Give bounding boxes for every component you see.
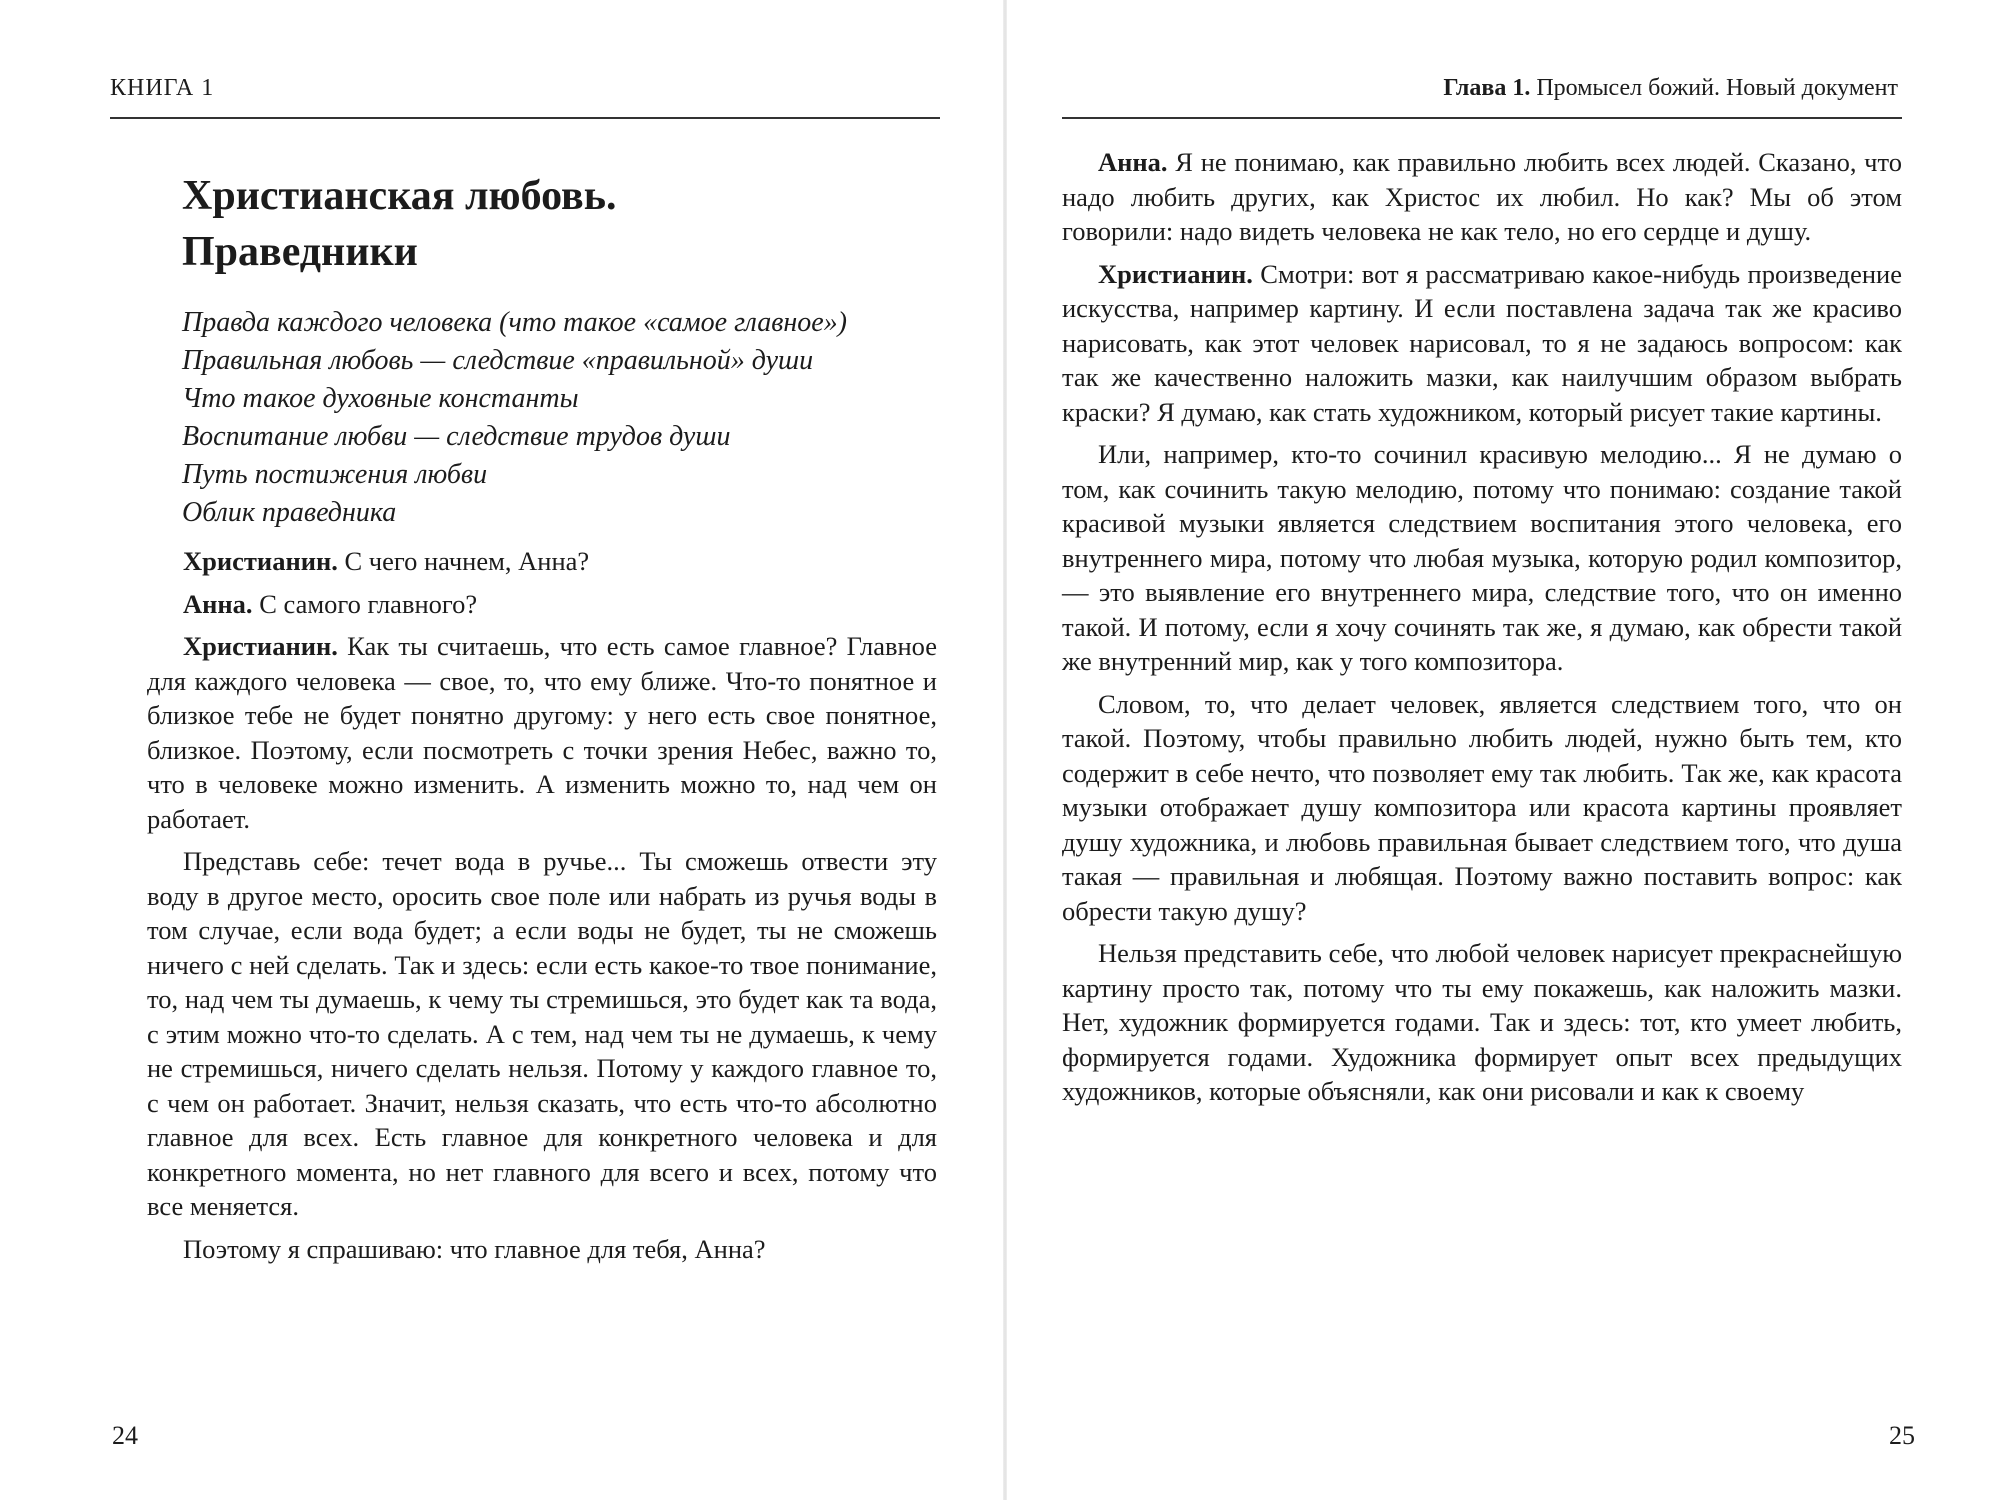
running-head-left: КНИГА 1	[110, 75, 215, 101]
speaker-label: Христианин.	[1098, 258, 1253, 289]
paragraph-text: С самого главного?	[252, 588, 478, 619]
left-page-content	[147, 168, 937, 1274]
paragraph-text: С чего начнем, Анна?	[337, 546, 590, 576]
paragraph-text: Смотри: вот я рассматриваю какое-нибудь произведение искусства, например картину. И если поставлена задача так же красиво нарисовать, как этот человек нарисовал, то я не задаюсь вопросом: как так же качественно наложить мазки, как наилучшим образом выбрать краски? Я думаю, как стать художником, который рисует такие картины.	[1062, 258, 1902, 427]
paragraph-text: Как ты считаешь, что есть самое главное? Главное для каждого человека — свое, то, что ему ближе. Что-то понятное и близкое тебе не будет понятно другому: у него есть свое понятное, близкое. Поэтому, если посмотреть с точки зрения Небес, важно то, что в человеке можно изменить. А изменить можно то, над чем он работает.	[147, 631, 937, 834]
paragraph	[147, 844, 937, 1224]
running-head-chapter: Глава 1.	[1443, 75, 1531, 101]
speaker-label: Христианин.	[183, 631, 338, 661]
topics-list	[182, 304, 937, 532]
speaker-label: Анна.	[183, 588, 253, 619]
paragraph	[147, 587, 937, 622]
paragraph-text: Поэтому я спрашиваю: что главное для тебя, Анна?	[183, 1233, 766, 1264]
paragraph	[1062, 145, 1902, 249]
running-head-right	[1443, 74, 1898, 103]
header-rule-right	[1062, 117, 1902, 119]
paragraph	[147, 544, 937, 579]
right-page-content	[1062, 145, 1902, 1117]
topic-item: Правильная любовь — следствие «правильной» души	[182, 345, 814, 376]
topic-item: Облик праведника	[182, 497, 397, 528]
header-rule-left	[110, 117, 940, 119]
topic-item: Правда каждого человека (что такое «самое главное»)	[182, 307, 847, 338]
page-number-left: 24	[112, 1421, 138, 1450]
speaker-label: Анна.	[1098, 147, 1168, 177]
paragraph	[1062, 437, 1902, 679]
speaker-label: Христианин.	[183, 546, 338, 576]
section-title-line-2: Праведники	[182, 229, 418, 275]
right-page	[1007, 0, 2000, 1500]
paragraph-text: Или, например, кто-то сочинил красивую мелодию... Я не думаю о том, как сочинить такую мелодию, потому что понимаю: создание такой красивой музыки является следствием воспитания этого человека, его внутреннего мира, потому что любая музыка, которую родил композитор, — это выявление его внутреннего мира, следствие того, что он именно такой. И потому, если я хочу сочинять так же, я думаю, как обрести такой же внутренний мир, как у того композитора.	[1062, 439, 1902, 676]
paragraph	[1062, 257, 1902, 430]
paragraph	[1062, 687, 1902, 929]
section-title-line-1: Христианская любовь.	[182, 173, 617, 219]
paragraph	[147, 629, 937, 836]
paragraph-text: Нельзя представить себе, что любой человек нарисует прекраснейшую картину просто так, потому что ты ему покажешь, как наложить мазки. Нет, художник формируется годами. Так и здесь: тот, кто умеет любить, формируется годами. Художника формирует опыт всех предыдущих художников, которые объясняли, как они рисовали и как к своему	[1062, 938, 1902, 1106]
paragraph-text: Представь себе: течет вода в ручье... Ты сможешь отвести эту воду в другое место, оросить свое поле или набрать из ручья воды в том случае, если вода будет; а если воды не будет, ты не сможешь ничего с ней сделать. Так и здесь: если есть какое-то твое понимание, то, над чем ты думаешь, к чему ты стремишься, это будет как та вода, с этим можно что-то сделать. А с тем, над чем ты не думаешь, к чему не стремишься, ничего сделать нельзя. Потому у каждого главное то, с чем он работает. Значит, нельзя сказать, что есть что-то абсолютно главное для всех. Есть главное для конкретного человека и для конкретного момента, но нет главного для всего и всех, потому что все меняется.	[147, 846, 937, 1221]
topic-item: Что такое духовные константы	[182, 383, 579, 414]
paragraph	[1062, 936, 1902, 1109]
running-head-title: Промысел божий. Новый документ	[1530, 75, 1898, 101]
paragraph-text: Словом, то, что делает человек, является следствием того, что он такой. Поэтому, чтобы правильно любить людей, нужно быть тем, кто содержит в себе нечто, что позволяет ему так любить. Так же, как красота музыки отображает душу композитора или красота картины проявляет душу художника, и любовь правильная бывает следствием того, что душа такая — правильная и любящая. Поэтому важно поставить вопрос: как обрести такую душу?	[1062, 688, 1902, 926]
paragraph-text: Я не понимаю, как правильно любить всех людей. Сказано, что надо любить других, как Христос их любил. Но как? Мы об этом говорили: надо видеть человека не как тело, но его сердце и душу.	[1062, 147, 1902, 246]
section-title	[182, 168, 937, 280]
topic-item: Воспитание любви — следствие трудов души	[182, 421, 731, 452]
paragraph	[147, 1232, 937, 1267]
topic-item: Путь постижения любви	[182, 459, 488, 490]
page-number-right: 25	[1889, 1421, 1915, 1450]
